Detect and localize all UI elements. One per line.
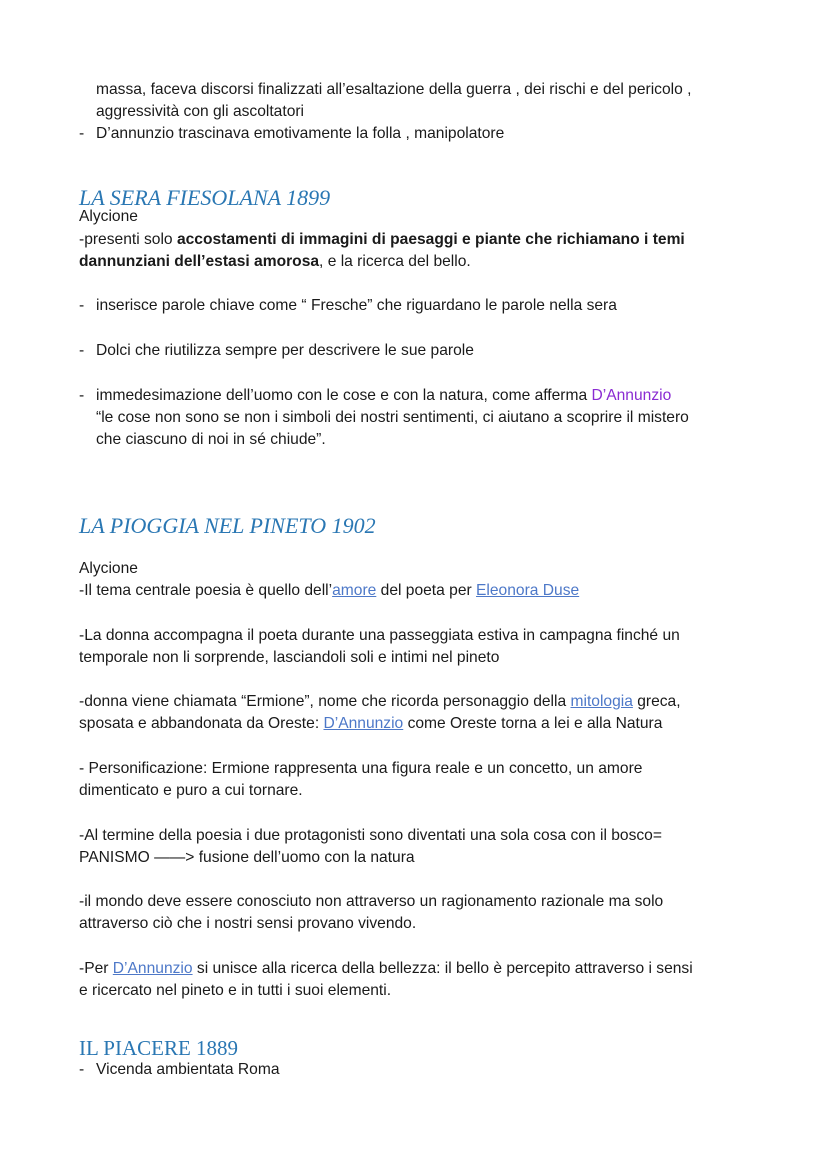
text-line: - Personificazione: Ermione rappresenta una figura reale e un concetto, un amore	[79, 760, 643, 777]
text-line: attraverso ciò che i nostri sensi provano vivendo.	[79, 915, 417, 932]
link-dannunzio[interactable]: D’Annunzio	[323, 715, 404, 732]
text-line: “le cose non sono se non i simboli dei nostri sentimenti, ci aiutano a scoprire il mistero	[96, 409, 689, 426]
text-line: -donna viene chiamata “Ermione”, nome che ricorda personaggio della mitologia greca,	[79, 693, 681, 710]
text-line: -presenti solo accostamenti di immagini di paesaggi e piante che richiamano i temi	[79, 231, 685, 248]
text-line: che ciascuno di noi in sé chiude”.	[96, 431, 326, 448]
link-mitologia[interactable]: mitologia	[570, 693, 633, 710]
section-title-sera: LA SERA FIESOLANA 1899	[79, 185, 331, 210]
subtitle: Alycione	[79, 208, 138, 225]
bullet-text: Dolci che riutilizza sempre per descrivere le sue parole	[96, 342, 474, 359]
author-name: D’Annunzio	[591, 387, 672, 404]
text-line: aggressività con gli ascoltatori	[96, 103, 305, 120]
link-dannunzio[interactable]: D’Annunzio	[112, 960, 193, 977]
text-line: PANISMO ——> fusione dell’uomo con la natura	[79, 849, 415, 866]
subtitle: Alycione	[79, 560, 138, 577]
text-line: temporale non li sorprende, lasciandoli soli e intimi nel pineto	[79, 649, 500, 666]
bullet-text: inserisce parole chiave come “ Fresche” che riguardano le parole nella sera	[96, 297, 617, 314]
text-line: -il mondo deve essere conosciuto non attraverso un ragionamento razionale ma solo	[79, 893, 664, 910]
bullet-dash: -	[79, 342, 85, 359]
bullet-dash: -	[79, 125, 85, 142]
text-line: sposata e abbandonata da Oreste: D’Annunzio come Oreste torna a lei e alla Natura	[79, 715, 663, 732]
text-line: e ricercato nel pineto e in tutti i suoi elementi.	[79, 982, 392, 999]
bullet-text: immedesimazione dell’uomo con le cose e con la natura, come afferma D’Annunzio	[96, 387, 672, 404]
text-line: -La donna accompagna il poeta durante una passeggiata estiva in campagna finché un	[79, 627, 680, 644]
text-line: -Il tema centrale poesia è quello dell’amore del poeta per Eleonora Duse	[79, 582, 580, 599]
bullet-dash: -	[79, 387, 85, 404]
link-amore[interactable]: amore	[332, 582, 377, 599]
text-line: massa, faceva discorsi finalizzati all’esaltazione della guerra , dei rischi e del pericolo ,	[96, 81, 692, 98]
section-title-piacere: IL PIACERE 1889	[79, 1036, 239, 1060]
bullet-text: Vicenda ambientata Roma	[96, 1061, 280, 1078]
link-eleonora-duse[interactable]: Eleonora Duse	[476, 582, 580, 599]
text-line: dimenticato e puro a cui tornare.	[79, 782, 303, 799]
text-line: -Per D’Annunzio si unisce alla ricerca della bellezza: il bello è percepito attraverso i sensi	[79, 960, 693, 977]
bullet-dash: -	[79, 1061, 85, 1078]
text-line: dannunziani dell’estasi amorosa, e la ricerca del bello.	[79, 253, 471, 270]
text-line: -Al termine della poesia i due protagonisti sono diventati una sola cosa con il bosco=	[79, 827, 662, 844]
section-title-pioggia: LA PIOGGIA NEL PINETO 1902	[79, 513, 376, 538]
bullet-text: D’annunzio trascinava emotivamente la folla , manipolatore	[96, 125, 505, 142]
bullet-dash: -	[79, 297, 85, 314]
